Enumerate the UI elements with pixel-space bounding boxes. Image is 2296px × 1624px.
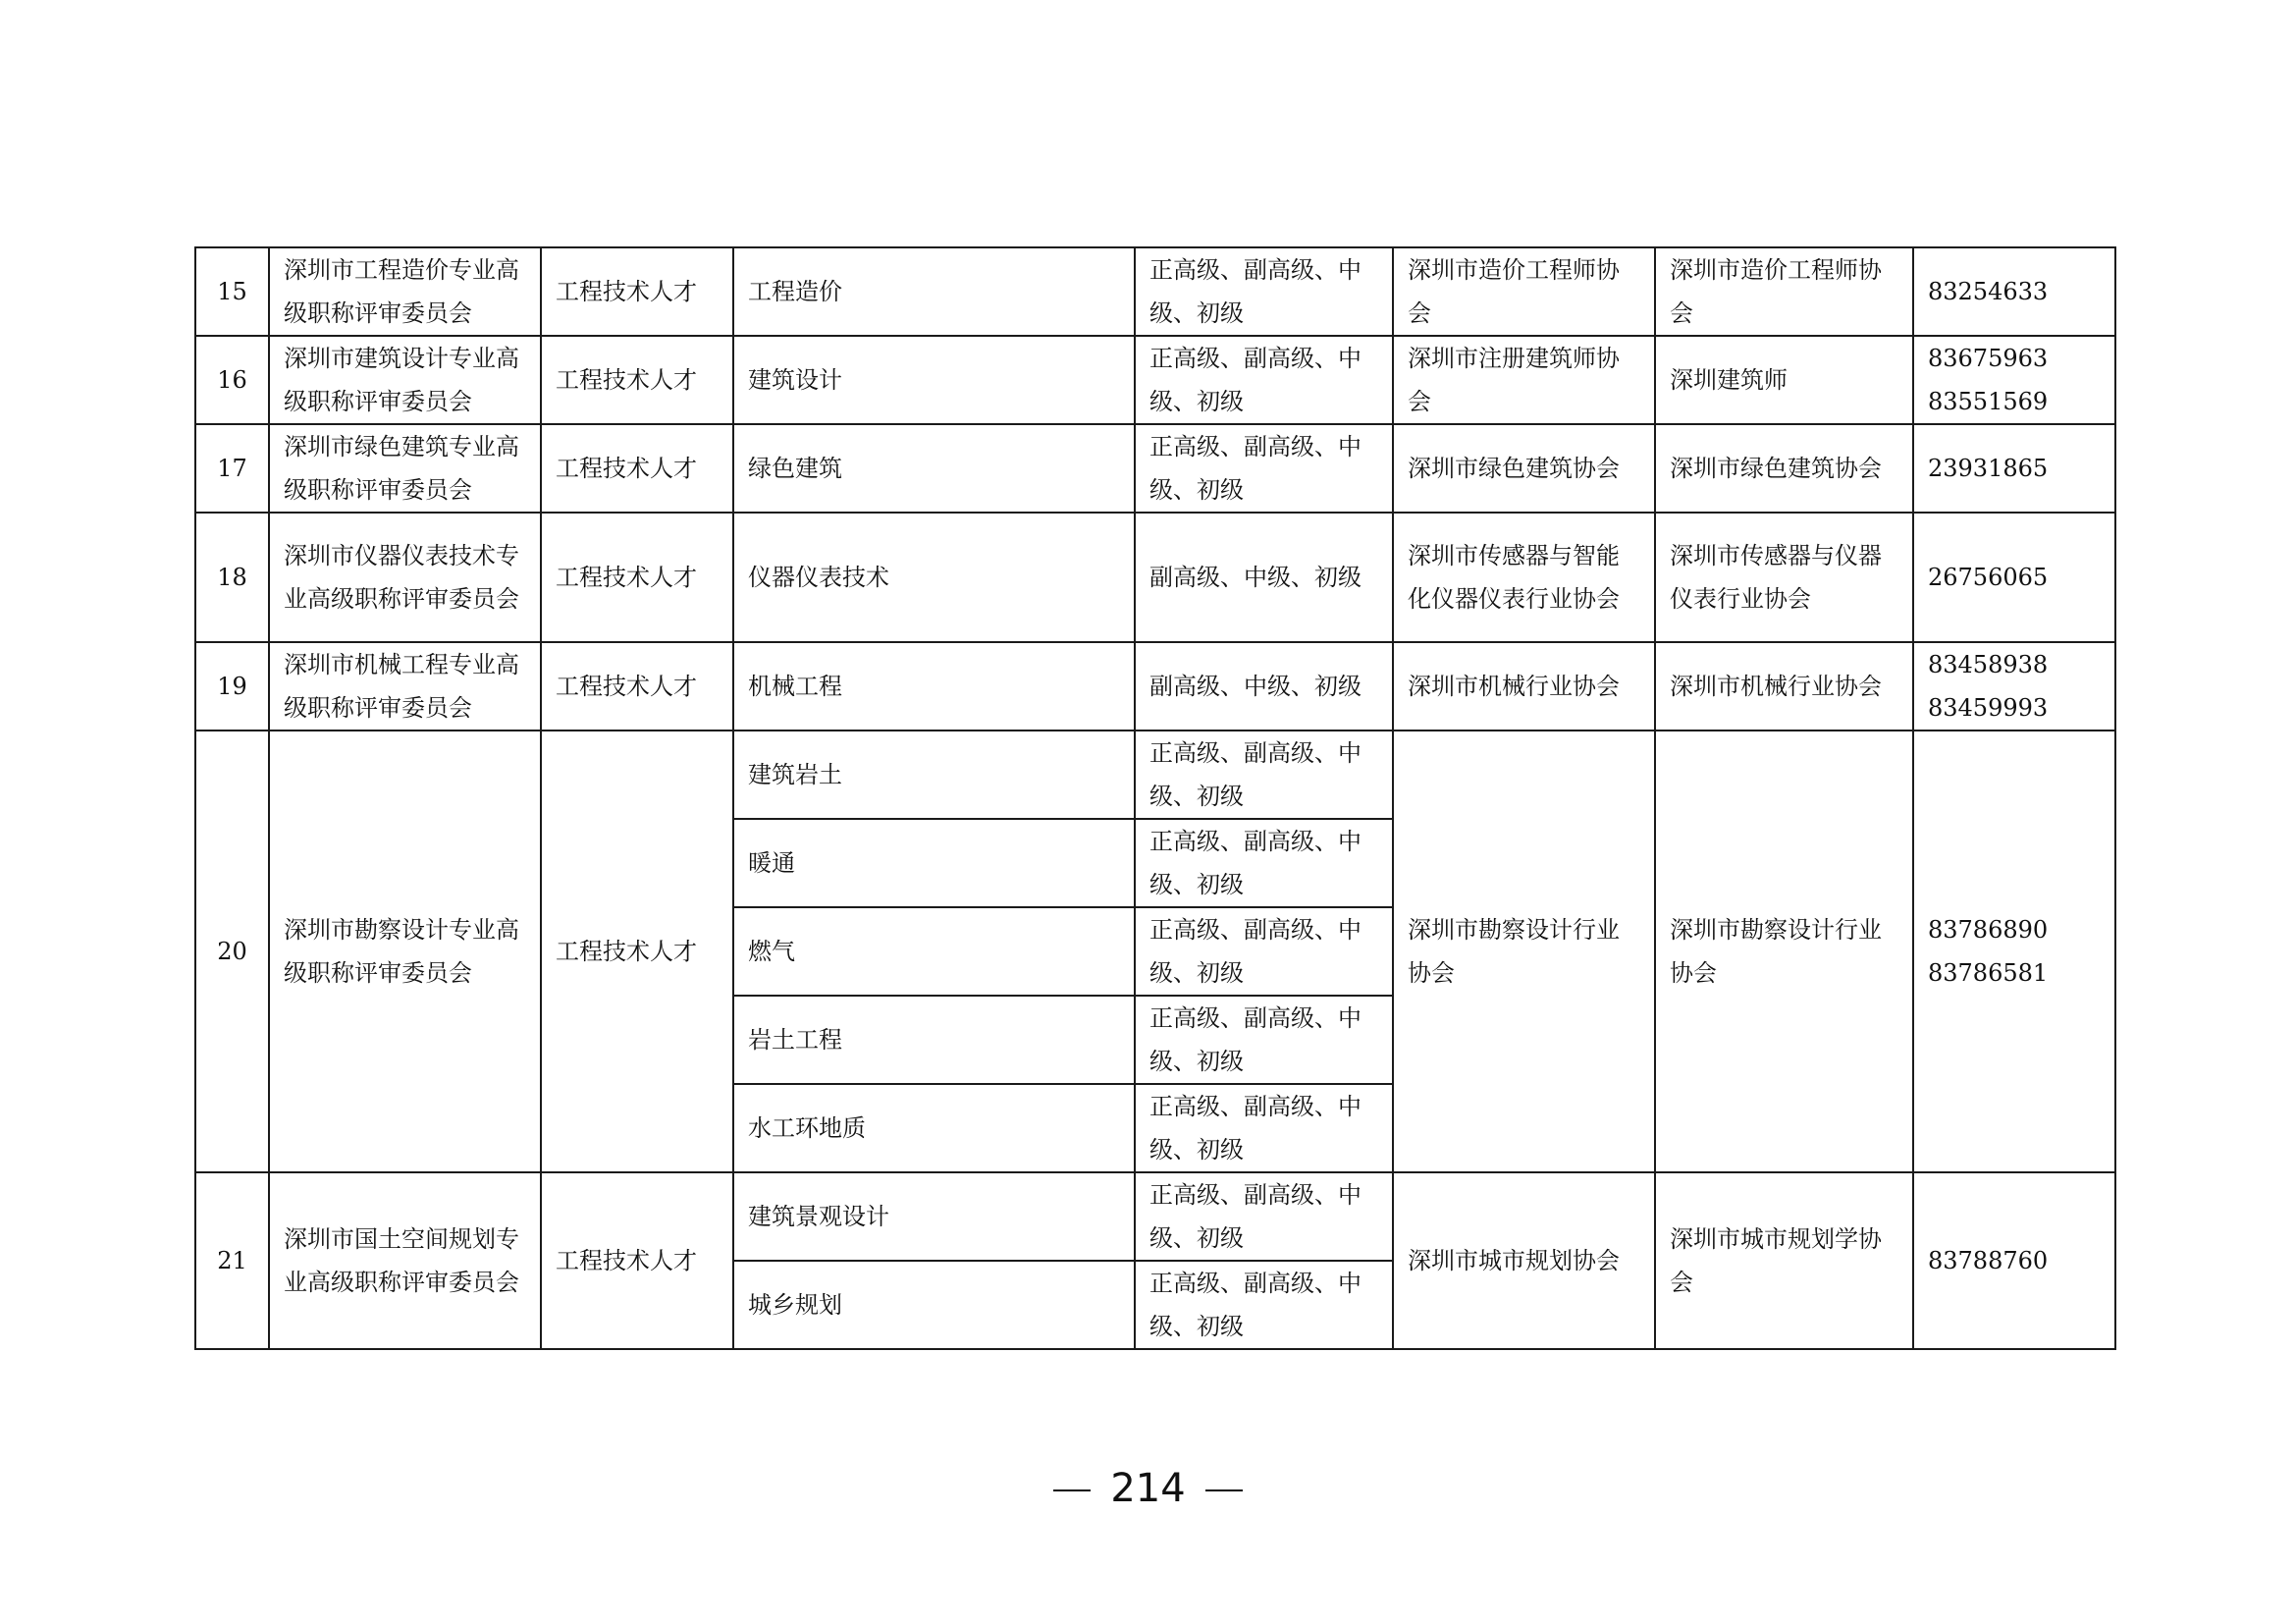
talent-category: 工程技术人才 bbox=[541, 424, 733, 513]
specialty-levels: 正高级、副高级、中级、初级 bbox=[1135, 1172, 1393, 1261]
committee-name: 深圳市勘察设计专业高级职称评审委员会 bbox=[269, 731, 541, 1172]
specialty-name: 机械工程 bbox=[733, 642, 1135, 731]
left-dash bbox=[1053, 1489, 1091, 1491]
committee-name: 深圳市绿色建筑专业高级职称评审委员会 bbox=[269, 424, 541, 513]
committee-name: 深圳市机械工程专业高级职称评审委员会 bbox=[269, 642, 541, 731]
specialty-levels: 正高级、副高级、中级、初级 bbox=[1135, 996, 1393, 1084]
contact-phone: 83788760 bbox=[1913, 1172, 2115, 1349]
contact-phone: 26756065 bbox=[1913, 513, 2115, 642]
contact-phone: 83458938 83459993 bbox=[1913, 642, 2115, 731]
committee-name: 深圳市仪器仪表技术专业高级职称评审委员会 bbox=[269, 513, 541, 642]
contact-organization: 深圳市城市规划学协会 bbox=[1655, 1172, 1913, 1349]
specialty-levels: 正高级、副高级、中级、初级 bbox=[1135, 247, 1393, 336]
contact-phone: 83675963 83551569 bbox=[1913, 336, 2115, 424]
organizer: 深圳市绿色建筑协会 bbox=[1393, 424, 1655, 513]
committee-name: 深圳市工程造价专业高级职称评审委员会 bbox=[269, 247, 541, 336]
contact-phone: 23931865 bbox=[1913, 424, 2115, 513]
talent-category: 工程技术人才 bbox=[541, 513, 733, 642]
row-number: 21 bbox=[195, 1172, 269, 1349]
specialty-name: 燃气 bbox=[733, 907, 1135, 996]
row-number: 20 bbox=[195, 731, 269, 1172]
specialty-name: 建筑设计 bbox=[733, 336, 1135, 424]
specialty-name: 水工环地质 bbox=[733, 1084, 1135, 1172]
organizer: 深圳市注册建筑师协会 bbox=[1393, 336, 1655, 424]
specialty-levels: 正高级、副高级、中级、初级 bbox=[1135, 907, 1393, 996]
specialty-levels: 正高级、副高级、中级、初级 bbox=[1135, 819, 1393, 907]
specialty-levels: 正高级、副高级、中级、初级 bbox=[1135, 336, 1393, 424]
contact-organization: 深圳市机械行业协会 bbox=[1655, 642, 1913, 731]
contact-organization: 深圳市传感器与仪器仪表行业协会 bbox=[1655, 513, 1913, 642]
organizer: 深圳市造价工程师协会 bbox=[1393, 247, 1655, 336]
committee-table bbox=[194, 246, 2116, 1350]
specialty-name: 暖通 bbox=[733, 819, 1135, 907]
table-row bbox=[195, 1172, 2115, 1261]
right-dash bbox=[1205, 1489, 1243, 1491]
organizer: 深圳市机械行业协会 bbox=[1393, 642, 1655, 731]
table-row bbox=[195, 424, 2115, 513]
table-row bbox=[195, 336, 2115, 424]
contact-phone: 83254633 bbox=[1913, 247, 2115, 336]
specialty-levels: 正高级、副高级、中级、初级 bbox=[1135, 1084, 1393, 1172]
talent-category: 工程技术人才 bbox=[541, 731, 733, 1172]
row-number: 16 bbox=[195, 336, 269, 424]
row-number: 18 bbox=[195, 513, 269, 642]
specialty-levels: 正高级、副高级、中级、初级 bbox=[1135, 731, 1393, 819]
row-number: 19 bbox=[195, 642, 269, 731]
table-row bbox=[195, 513, 2115, 642]
table-row bbox=[195, 642, 2115, 731]
specialty-levels: 副高级、中级、初级 bbox=[1135, 513, 1393, 642]
page-number-text: 214 bbox=[1110, 1466, 1186, 1511]
contact-phone: 83786890 83786581 bbox=[1913, 731, 2115, 1172]
specialty-name: 建筑景观设计 bbox=[733, 1172, 1135, 1261]
contact-organization: 深圳市绿色建筑协会 bbox=[1655, 424, 1913, 513]
contact-organization: 深圳市勘察设计行业协会 bbox=[1655, 731, 1913, 1172]
page-number bbox=[0, 1459, 2296, 1518]
talent-category: 工程技术人才 bbox=[541, 642, 733, 731]
specialty-name: 建筑岩土 bbox=[733, 731, 1135, 819]
row-number: 17 bbox=[195, 424, 269, 513]
specialty-levels: 正高级、副高级、中级、初级 bbox=[1135, 424, 1393, 513]
organizer: 深圳市传感器与智能化仪器仪表行业协会 bbox=[1393, 513, 1655, 642]
specialty-name: 岩土工程 bbox=[733, 996, 1135, 1084]
table-row bbox=[195, 247, 2115, 336]
contact-organization: 深圳市造价工程师协会 bbox=[1655, 247, 1913, 336]
organizer: 深圳市城市规划协会 bbox=[1393, 1172, 1655, 1349]
organizer: 深圳市勘察设计行业协会 bbox=[1393, 731, 1655, 1172]
talent-category: 工程技术人才 bbox=[541, 1172, 733, 1349]
contact-organization: 深圳建筑师 bbox=[1655, 336, 1913, 424]
specialty-name: 工程造价 bbox=[733, 247, 1135, 336]
specialty-levels: 正高级、副高级、中级、初级 bbox=[1135, 1261, 1393, 1349]
committee-name: 深圳市国土空间规划专业高级职称评审委员会 bbox=[269, 1172, 541, 1349]
table-body bbox=[195, 247, 2115, 1349]
specialty-name: 绿色建筑 bbox=[733, 424, 1135, 513]
specialty-name: 城乡规划 bbox=[733, 1261, 1135, 1349]
talent-category: 工程技术人才 bbox=[541, 247, 733, 336]
committee-name: 深圳市建筑设计专业高级职称评审委员会 bbox=[269, 336, 541, 424]
table-row bbox=[195, 731, 2115, 819]
row-number: 15 bbox=[195, 247, 269, 336]
talent-category: 工程技术人才 bbox=[541, 336, 733, 424]
specialty-name: 仪器仪表技术 bbox=[733, 513, 1135, 642]
specialty-levels: 副高级、中级、初级 bbox=[1135, 642, 1393, 731]
